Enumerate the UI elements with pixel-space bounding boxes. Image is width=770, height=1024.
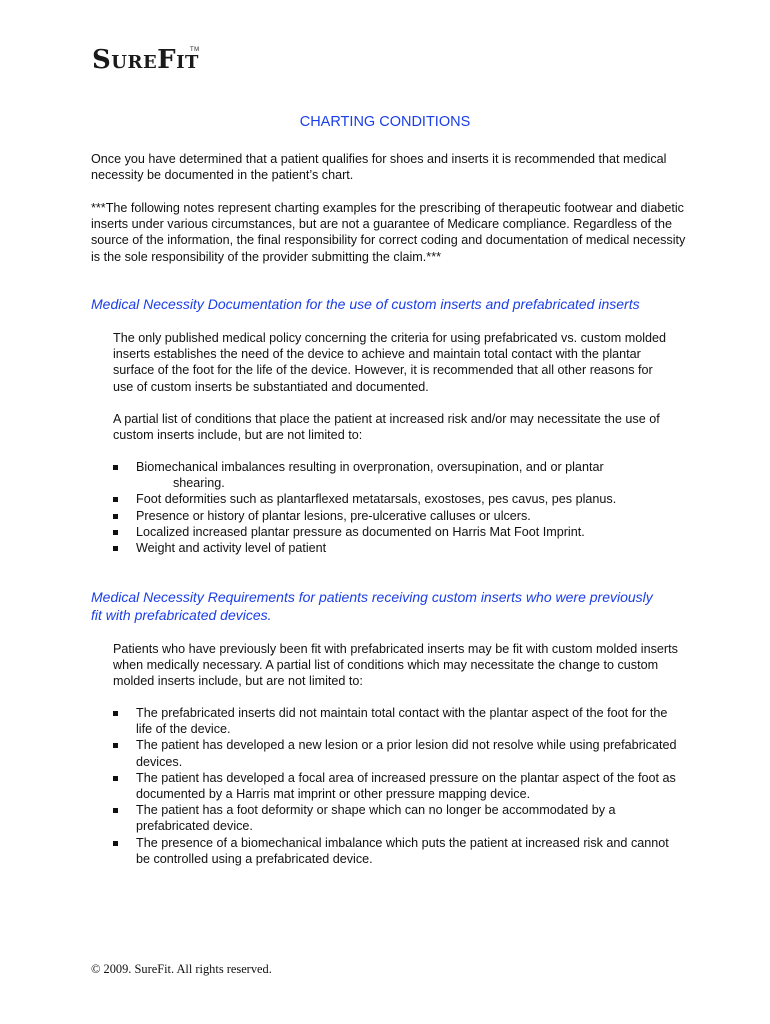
bullet-square-icon bbox=[113, 497, 118, 502]
bullet-square-icon bbox=[113, 711, 118, 716]
surefit-logo: SUREFIT TM bbox=[92, 45, 200, 75]
list-item: Weight and activity level of patient bbox=[113, 540, 693, 556]
page-title: CHARTING CONDITIONS bbox=[299, 114, 471, 130]
trademark: TM bbox=[190, 47, 200, 53]
section1-heading: Medical Necessity Documentation for the use of custom inserts and prefabricated inserts bbox=[91, 296, 640, 312]
section1-bullet-list bbox=[113, 459, 693, 556]
section2-bullet-list bbox=[113, 705, 678, 867]
bullet-square-icon bbox=[113, 514, 118, 519]
list-item: Presence or history of plantar lesions, pre-ulcerative calluses or ulcers. bbox=[113, 508, 693, 524]
bullet-square-icon bbox=[113, 465, 118, 470]
intro-paragraph-2: ***The following notes represent charting examples for the prescribing of therapeutic footwear and diabetic inserts under various circumstances, but are not a guarantee of Medicare compliance. Regardless of the source of the information, the final responsibility for correct coding and documentation of medical necessity is the sole responsibility of the provider submitting the claim.*** bbox=[91, 201, 686, 264]
bullet-square-icon bbox=[113, 743, 118, 748]
bullet-square-icon bbox=[113, 546, 118, 551]
list-item: The patient has developed a focal area of increased pressure on the plantar aspect of the foot as documented by a Harris mat imprint or other pressure mapping device. bbox=[113, 770, 678, 802]
section2-heading: Medical Necessity Requirements for patients receiving custom inserts who were previously fit with prefabricated devices. bbox=[91, 589, 653, 623]
section1-paragraph-1: The only published medical policy concerning the criteria for using prefabricated vs. custom molded inserts establishes the need of the device to achieve and maintain total contact with the plantar surface of the foot for the life of the device. However, it is recommended that all other reasons for use of custom inserts be substantiated and documented. bbox=[113, 331, 667, 394]
list-item: The patient has a foot deformity or shape which can no longer be accommodated by a prefabricated device. bbox=[113, 802, 678, 834]
copyright-footer: © 2009. SureFit. All rights reserved. bbox=[91, 962, 272, 976]
list-item: Foot deformities such as plantarflexed metatarsals, exostoses, pes cavus, pes planus. bbox=[113, 491, 693, 507]
list-item: Localized increased plantar pressure as documented on Harris Mat Foot Imprint. bbox=[113, 524, 693, 540]
bullet-square-icon bbox=[113, 530, 118, 535]
section1-paragraph-2: A partial list of conditions that place the patient at increased risk and/or may necessitate the use of custom inserts include, but are not limited to: bbox=[113, 412, 660, 443]
list-item: Biomechanical imbalances resulting in overpronation, oversupination, and or plantar shearing. bbox=[113, 459, 693, 491]
bullet-square-icon bbox=[113, 776, 118, 781]
section2-paragraph-1: Patients who have previously been fit with prefabricated inserts may be fit with custom molded inserts when medically necessary. A partial list of conditions which may necessitate the change to custom molded inserts include, but are not limited to: bbox=[113, 642, 678, 689]
intro-paragraph-1: Once you have determined that a patient qualifies for shoes and inserts it is recommended that medical necessity be documented in the patient’s chart. bbox=[91, 152, 667, 183]
list-item: The prefabricated inserts did not maintain total contact with the plantar aspect of the foot for the life of the device. bbox=[113, 705, 678, 737]
list-item: The patient has developed a new lesion or a prior lesion did not resolve while using prefabricated devices. bbox=[113, 737, 678, 769]
bullet-square-icon bbox=[113, 808, 118, 813]
bullet-square-icon bbox=[113, 841, 118, 846]
list-item: The presence of a biomechanical imbalance which puts the patient at increased risk and cannot be controlled using a prefabricated device. bbox=[113, 835, 678, 867]
